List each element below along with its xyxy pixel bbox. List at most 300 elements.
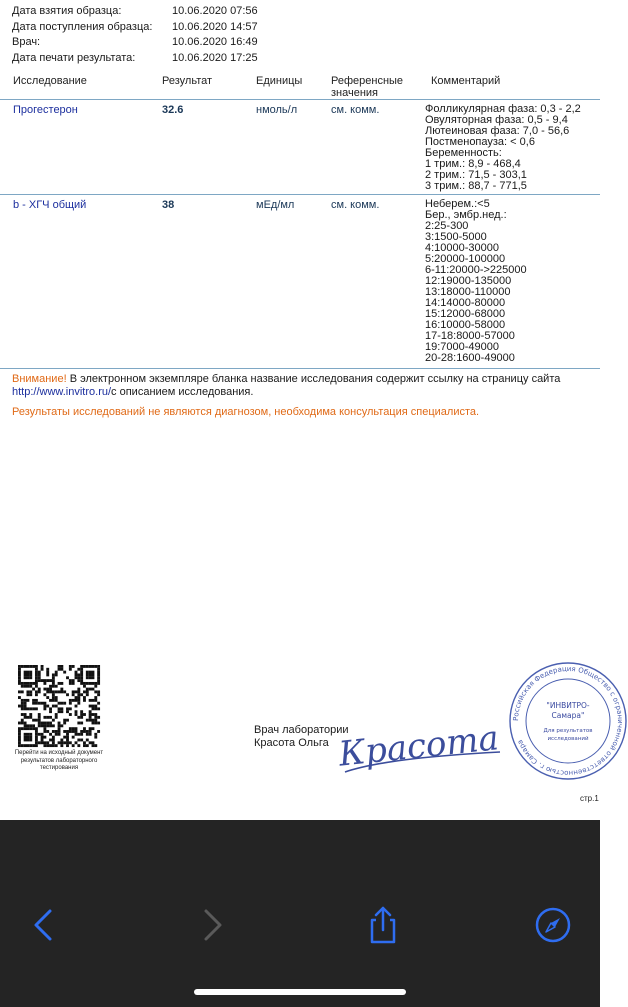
qr-module (55, 671, 58, 674)
qr-module (66, 733, 69, 736)
qr-module (92, 673, 95, 676)
stamp-ring-path: Российская Федерация Общество с ограниченной ответственностью г. Самара (511, 664, 625, 778)
qr-module (86, 673, 89, 676)
qr-module (29, 671, 32, 674)
qr-module (29, 682, 32, 685)
qr-module (80, 676, 83, 679)
qr-module (94, 685, 97, 688)
qr-module (66, 744, 69, 747)
qr-module (52, 736, 55, 739)
qr-module (80, 713, 83, 716)
qr-module (18, 696, 21, 699)
qr-module (41, 724, 44, 727)
qr-module (94, 716, 97, 719)
qr-module (77, 699, 80, 702)
qr-module (77, 722, 80, 725)
stamp-ring-text (512, 665, 624, 777)
qr-module (69, 741, 72, 744)
qr-module (60, 688, 63, 691)
qr-module (24, 716, 27, 719)
qr-module (92, 744, 95, 747)
qr-module (43, 679, 46, 682)
qr-module (41, 736, 44, 739)
qr-module (46, 724, 49, 727)
qr-module (32, 707, 35, 710)
qr-module (29, 693, 32, 696)
qr-module (46, 705, 49, 708)
qr-code[interactable] (18, 665, 100, 747)
qr-module (89, 673, 92, 676)
qr-module (58, 722, 61, 725)
header-comment: Комментарий (431, 75, 501, 87)
qr-module (38, 688, 41, 691)
qr-module (60, 668, 63, 671)
qr-module (94, 690, 97, 693)
qr-module (52, 673, 55, 676)
qr-module (83, 713, 86, 716)
qr-module (26, 682, 29, 685)
stamp-center-line2: Самара" (551, 711, 585, 720)
qr-module (21, 719, 24, 722)
qr-module (92, 682, 95, 685)
qr-module (24, 671, 27, 674)
qr-module (41, 702, 44, 705)
qr-module (18, 722, 21, 725)
qr-module (24, 707, 27, 710)
disclaimer: Результаты исследований не являются диагнозом, необходима консультация специалиста. (12, 406, 480, 418)
qr-module (24, 699, 27, 702)
qr-module (77, 676, 80, 679)
qr-module (80, 693, 83, 696)
comment-line: Неберем.:<5 (425, 198, 490, 210)
qr-module (89, 719, 92, 722)
signature-text: Красота (336, 718, 501, 775)
qr-module (18, 744, 21, 747)
qr-module (94, 713, 97, 716)
qr-module (83, 685, 86, 688)
qr-module (26, 693, 29, 696)
qr-module (21, 727, 24, 730)
meta-row (12, 4, 258, 20)
qr-module (80, 679, 83, 682)
qr-module (86, 730, 89, 733)
qr-module (35, 690, 38, 693)
qr-module (32, 699, 35, 702)
qr-module (80, 673, 83, 676)
qr-module (49, 739, 52, 742)
meta-value: 10.06.2020 07:56 (172, 5, 258, 17)
compass-icon[interactable] (533, 905, 573, 945)
qr-module (89, 688, 92, 691)
qr-module (75, 696, 78, 699)
qr-module (66, 739, 69, 742)
qr-module (46, 744, 49, 747)
qr-module (86, 671, 89, 674)
qr-module (26, 727, 29, 730)
qr-module (18, 730, 21, 733)
qr-module (55, 696, 58, 699)
qr-module (97, 679, 100, 682)
qr-module (58, 727, 61, 730)
qr-module (49, 710, 52, 713)
qr-module (97, 690, 100, 693)
qr-module (60, 741, 63, 744)
qr-module (32, 702, 35, 705)
comment-line: Постменопауза: < 0,6 (425, 136, 535, 148)
qr-module (46, 730, 49, 733)
qr-module (60, 702, 63, 705)
qr-module (89, 730, 92, 733)
qr-module (75, 676, 78, 679)
qr-module (29, 676, 32, 679)
qr-module (24, 733, 27, 736)
comment (425, 199, 600, 364)
qr-module (77, 688, 80, 691)
qr-module (38, 673, 41, 676)
meta-label: Дата поступления образца: (12, 20, 153, 33)
qr-module (69, 682, 72, 685)
qr-module (52, 690, 55, 693)
qr-module (49, 690, 52, 693)
qr-module (72, 690, 75, 693)
qr-module (46, 688, 49, 691)
qr-module (94, 707, 97, 710)
qr-module (35, 739, 38, 742)
qr-module (72, 744, 75, 747)
qr-module (89, 705, 92, 708)
qr-module (21, 665, 24, 668)
result-units: мЕд/мл (256, 199, 295, 211)
qr-module (29, 707, 32, 710)
qr-module (94, 699, 97, 702)
comment-line: 14:14000-80000 (425, 297, 506, 309)
browser-toolbar (0, 820, 600, 1007)
qr-module (49, 699, 52, 702)
qr-module (52, 696, 55, 699)
qr-module (55, 699, 58, 702)
qr-module (41, 741, 44, 744)
qr-module (92, 665, 95, 668)
qr-module (69, 665, 72, 668)
qr-module (58, 730, 61, 733)
study-link-progesterone[interactable]: Прогестерон (13, 104, 78, 116)
qr-module (94, 682, 97, 685)
qr-module (46, 722, 49, 725)
qr-module (58, 710, 61, 713)
comment-line: 20-28:1600-49000 (425, 352, 515, 364)
header-result: Результат (162, 75, 213, 87)
qr-module (43, 744, 46, 747)
qr-module (21, 685, 24, 688)
qr-module (46, 671, 49, 674)
qr-module (38, 719, 41, 722)
qr-module (75, 741, 78, 744)
qr-module (24, 702, 27, 705)
qr-module (72, 693, 75, 696)
qr-module (94, 722, 97, 725)
qr-module (49, 722, 52, 725)
qr-module (55, 705, 58, 708)
qr-module (29, 736, 32, 739)
qr-module (66, 710, 69, 713)
qr-module (24, 705, 27, 708)
qr-module (92, 713, 95, 716)
qr-module (21, 699, 24, 702)
qr-module (24, 739, 27, 742)
qr-module (38, 676, 41, 679)
qr-module (72, 665, 75, 668)
comment-line: 5:20000-100000 (425, 253, 506, 265)
qr-module (46, 679, 49, 682)
qr-module (80, 739, 83, 742)
notice-text2: с описанием исследования. (111, 386, 254, 398)
qr-module (43, 727, 46, 730)
qr-module (69, 713, 72, 716)
qr-module (63, 719, 66, 722)
qr-module (89, 741, 92, 744)
stamp-inner-ring (526, 679, 610, 763)
qr-module (80, 722, 83, 725)
qr-module (35, 699, 38, 702)
qr-module (49, 685, 52, 688)
qr-module (29, 727, 32, 730)
comment-line: 19:7000-49000 (425, 341, 500, 353)
qr-module (92, 719, 95, 722)
qr-module (18, 676, 21, 679)
header-study: Исследование (13, 75, 87, 87)
qr-module (89, 710, 92, 713)
stamp-center-line3: Для результатов (543, 728, 593, 734)
qr-module (52, 699, 55, 702)
qr-module (97, 716, 100, 719)
qr-module (55, 716, 58, 719)
qr-module (97, 693, 100, 696)
qr-module (80, 671, 83, 674)
qr-module (24, 722, 27, 725)
qr-module (60, 710, 63, 713)
qr-module (69, 699, 72, 702)
comment-line: 6-11:20000->225000 (425, 264, 527, 276)
qr-module (77, 739, 80, 742)
qr-module (38, 724, 41, 727)
qr-module (35, 736, 38, 739)
table-divider (0, 368, 600, 369)
qr-module (77, 679, 80, 682)
qr-module (72, 682, 75, 685)
qr-module (77, 690, 80, 693)
comment-line: 15:12000-68000 (425, 308, 506, 320)
qr-module (97, 668, 100, 671)
qr-module (75, 690, 78, 693)
qr-module (94, 733, 97, 736)
qr-module (52, 724, 55, 727)
qr-module (29, 713, 32, 716)
qr-module (80, 710, 83, 713)
qr-module (77, 733, 80, 736)
stamp-center-line4: исследований (547, 736, 589, 742)
qr-module (24, 665, 27, 668)
header-reference (331, 75, 403, 99)
qr-module (26, 685, 29, 688)
qr-module (24, 724, 27, 727)
qr-module (18, 690, 21, 693)
table-divider (0, 99, 600, 100)
stamp-outer-ring (510, 663, 626, 779)
qr-module (29, 716, 32, 719)
qr-module (18, 727, 21, 730)
invitro-link[interactable]: http://www.invitro.ru/ (12, 386, 112, 398)
qr-module (75, 713, 78, 716)
qr-module (24, 713, 27, 716)
comment (425, 104, 600, 192)
signature (335, 712, 505, 782)
qr-module (52, 679, 55, 682)
qr-module (24, 685, 27, 688)
qr-module (32, 744, 35, 747)
qr-module (38, 679, 41, 682)
qr-module (52, 744, 55, 747)
qr-module (26, 733, 29, 736)
qr-module (89, 665, 92, 668)
qr-module (89, 671, 92, 674)
qr-module (89, 716, 92, 719)
header-reference-line1: Референсные (331, 75, 404, 87)
qr-module (29, 665, 32, 668)
comment-line: 1 трим.: 8,9 - 468,4 (425, 158, 521, 170)
qr-module (97, 676, 100, 679)
qr-module (77, 696, 80, 699)
qr-module (35, 665, 38, 668)
qr-module (43, 688, 46, 691)
qr-module (77, 702, 80, 705)
meta-row (12, 20, 258, 36)
qr-module (49, 733, 52, 736)
qr-module (26, 673, 29, 676)
result-units: нмоль/л (256, 104, 298, 116)
qr-module (18, 673, 21, 676)
home-indicator[interactable] (194, 989, 406, 995)
qr-module (35, 676, 38, 679)
qr-module (86, 682, 89, 685)
qr-module (69, 668, 72, 671)
qr-module (75, 733, 78, 736)
qr-module (69, 707, 72, 710)
comment-line: 2 трим.: 71,5 - 303,1 (425, 169, 527, 181)
qr-module (41, 733, 44, 736)
table-divider (0, 194, 600, 195)
back-icon[interactable] (24, 905, 64, 945)
qr-module (46, 741, 49, 744)
qr-module (97, 665, 100, 668)
qr-module (83, 741, 86, 744)
qr-module (55, 690, 58, 693)
qr-module (63, 722, 66, 725)
qr-module (35, 679, 38, 682)
qr-module (94, 665, 97, 668)
qr-module (58, 741, 61, 744)
qr-module (66, 693, 69, 696)
qr-module (41, 665, 44, 668)
qr-module (18, 671, 21, 674)
study-link-hcg[interactable]: b - ХГЧ общий (13, 199, 87, 211)
qr-module (32, 724, 35, 727)
qr-module (43, 705, 46, 708)
qr-module (80, 716, 83, 719)
qr-module (49, 707, 52, 710)
comment-line: Лютеиновая фаза: 7,0 - 56,6 (425, 125, 570, 137)
qr-module (43, 716, 46, 719)
qr-module (29, 685, 32, 688)
reference-value: см. комм. (331, 199, 380, 211)
qr-module (80, 730, 83, 733)
qr-module (35, 693, 38, 696)
qr-module (77, 716, 80, 719)
qr-module (60, 739, 63, 742)
qr-module (80, 733, 83, 736)
qr-module (86, 744, 89, 747)
doctor-title: Врач лаборатории (254, 724, 349, 736)
qr-module (35, 727, 38, 730)
qr-module (83, 730, 86, 733)
qr-module (83, 696, 86, 699)
meta-row (12, 51, 258, 67)
share-icon[interactable] (363, 905, 403, 945)
qr-module (35, 685, 38, 688)
qr-module (29, 739, 32, 742)
qr-module (46, 673, 49, 676)
qr-module (21, 702, 24, 705)
comment-line: 17-18:8000-57000 (425, 330, 515, 342)
qr-module (35, 744, 38, 747)
meta-label: Дата взятия образца: (12, 5, 122, 17)
qr-module (49, 724, 52, 727)
qr-module (69, 679, 72, 682)
qr-module (35, 671, 38, 674)
table-header (0, 75, 600, 101)
qr-module (83, 727, 86, 730)
qr-module (97, 722, 100, 725)
qr-module (18, 679, 21, 682)
qr-module (63, 730, 66, 733)
qr-module (72, 679, 75, 682)
qr-module (32, 719, 35, 722)
qr-module (92, 671, 95, 674)
qr-module (26, 716, 29, 719)
qr-module (29, 690, 32, 693)
qr-module (69, 727, 72, 730)
qr-module (94, 744, 97, 747)
notice-warning: Внимание! (12, 373, 67, 385)
stamp-center-line1: "ИНВИТРО- (546, 701, 590, 710)
meta-value: 10.06.2020 14:57 (172, 20, 258, 33)
sample-meta (12, 4, 258, 66)
forward-icon[interactable] (192, 905, 232, 945)
qr-module (41, 679, 44, 682)
qr-module (80, 665, 83, 668)
qr-module (29, 744, 32, 747)
comment-line: 4:10000-30000 (425, 242, 500, 254)
qr-module (63, 671, 66, 674)
qr-module (92, 676, 95, 679)
qr-module (55, 733, 58, 736)
qr-module (18, 668, 21, 671)
qr-module (18, 665, 21, 668)
qr-module (52, 682, 55, 685)
comment-line: 3:1500-5000 (425, 231, 487, 243)
comment-line: Овуляторная фаза: 0,5 - 9,4 (425, 114, 568, 126)
qr-module (49, 744, 52, 747)
qr-module (26, 671, 29, 674)
